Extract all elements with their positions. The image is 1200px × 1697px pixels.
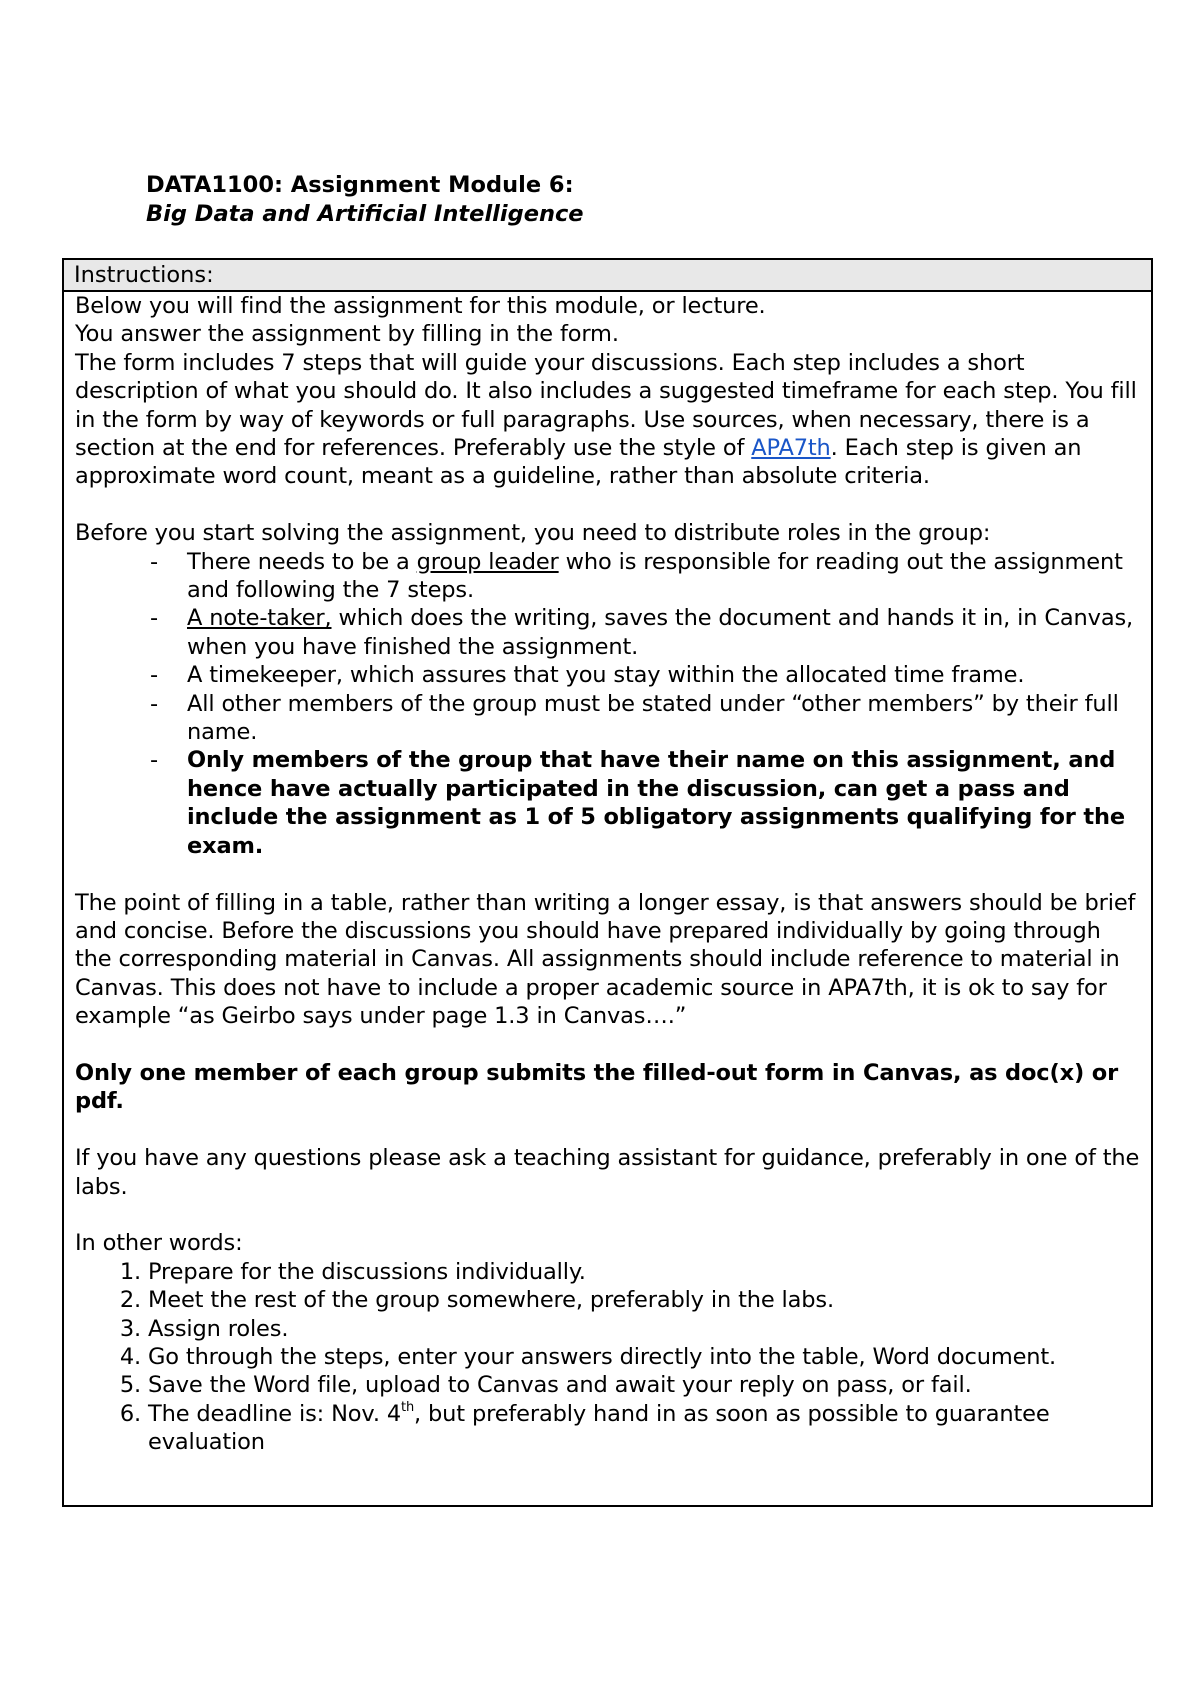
intro-line-2: You answer the assignment by filling in the form. <box>75 321 619 348</box>
list-item: 3. Assign roles. <box>148 1315 1141 1343</box>
roles-lead: Before you start solving the assignment, you need to distribute roles in the group: <box>75 520 991 547</box>
list-item: 4. Go through the steps, enter your answers directly into the table, Word document. <box>148 1343 1141 1371</box>
instructions-heading: Instructions: <box>64 260 1151 292</box>
ordinal-suffix: th <box>401 1399 415 1415</box>
list-item: 1. Prepare for the discussions individually. <box>148 1258 1141 1286</box>
note-taker-term: A note-taker, <box>187 605 332 632</box>
list-item: 6. The deadline is: Nov. 4th, but preferably hand in as soon as possible to guarantee evaluation <box>148 1400 1141 1457</box>
list-item: 5. Save the Word file, upload to Canvas and await your reply on pass, or fail. <box>148 1371 1141 1399</box>
list-item: - A note-taker, which does the writing, saves the document and hands it in, in Canvas, when you have finished the assignment. <box>187 604 1141 661</box>
questions-paragraph: If you have any questions please ask a teaching assistant for guidance, preferably in one of the labs. <box>75 1145 1140 1200</box>
roles-list <box>75 548 1141 860</box>
instructions-box <box>62 258 1153 1507</box>
list-item <box>187 746 1141 860</box>
submit-paragraph: Only one member of each group submits the filled-out form in Canvas, as doc(x) or pdf. <box>75 1059 1119 1115</box>
group-leader-term: group leader <box>416 548 559 575</box>
document-header <box>146 171 584 229</box>
intro-text-end: . Each step is given an approximate word count, meant as a guideline, rather than absolute criteria. <box>75 435 1082 490</box>
point-paragraph: The point of filling in a table, rather than writing a longer essay, is that answers should be brief and concise. Before the discussions you should have prepared individually by going through the corresponding material in Canvas. All assignments should include reference to material in Canvas. This does not have to include a proper academic source in APA7th, it is ok to say for example “as Geirbo says under page 1.3 in Canvas….” <box>75 889 1136 1030</box>
instructions-body <box>64 292 1151 1457</box>
apa7th-link[interactable]: APA7th <box>751 435 831 462</box>
list-item: - All other members of the group must be stated under “other members” by their full name. <box>187 690 1141 747</box>
intro-line-1: Below you will find the assignment for this module, or lecture. <box>75 293 766 319</box>
list-item: - A timekeeper, which assures that you stay within the allocated time frame. <box>187 661 1141 689</box>
document-subtitle: Big Data and Artificial Intelligence <box>146 201 584 227</box>
list-item: - There needs to be a group leader who is responsible for reading out the assignment and following the 7 steps. <box>187 548 1141 605</box>
steps-list <box>75 1258 1141 1457</box>
intro-text-start: The form includes 7 steps that will guide your discussions. Each step includes a short description of what you should do. It also includes a suggested timeframe for each step. You fill in the form by way of keywords or full paragraphs. Use sources, when necessary, there is a section at the end for references. Preferably use the style of <box>75 349 1137 462</box>
membership-rule: Only members of the group that have their name on this assignment, and hence have actually participated in the discussion, can get a pass and include the assignment as 1 of 5 obligatory assignments qualifying for the exam. <box>187 747 1126 859</box>
document-title: DATA1100: Assignment Module 6: <box>146 172 574 198</box>
other-words-label: In other words: <box>75 1230 243 1257</box>
list-item: 2. Meet the rest of the group somewhere, preferably in the labs. <box>148 1286 1141 1314</box>
intro-paragraph <box>75 349 1141 491</box>
